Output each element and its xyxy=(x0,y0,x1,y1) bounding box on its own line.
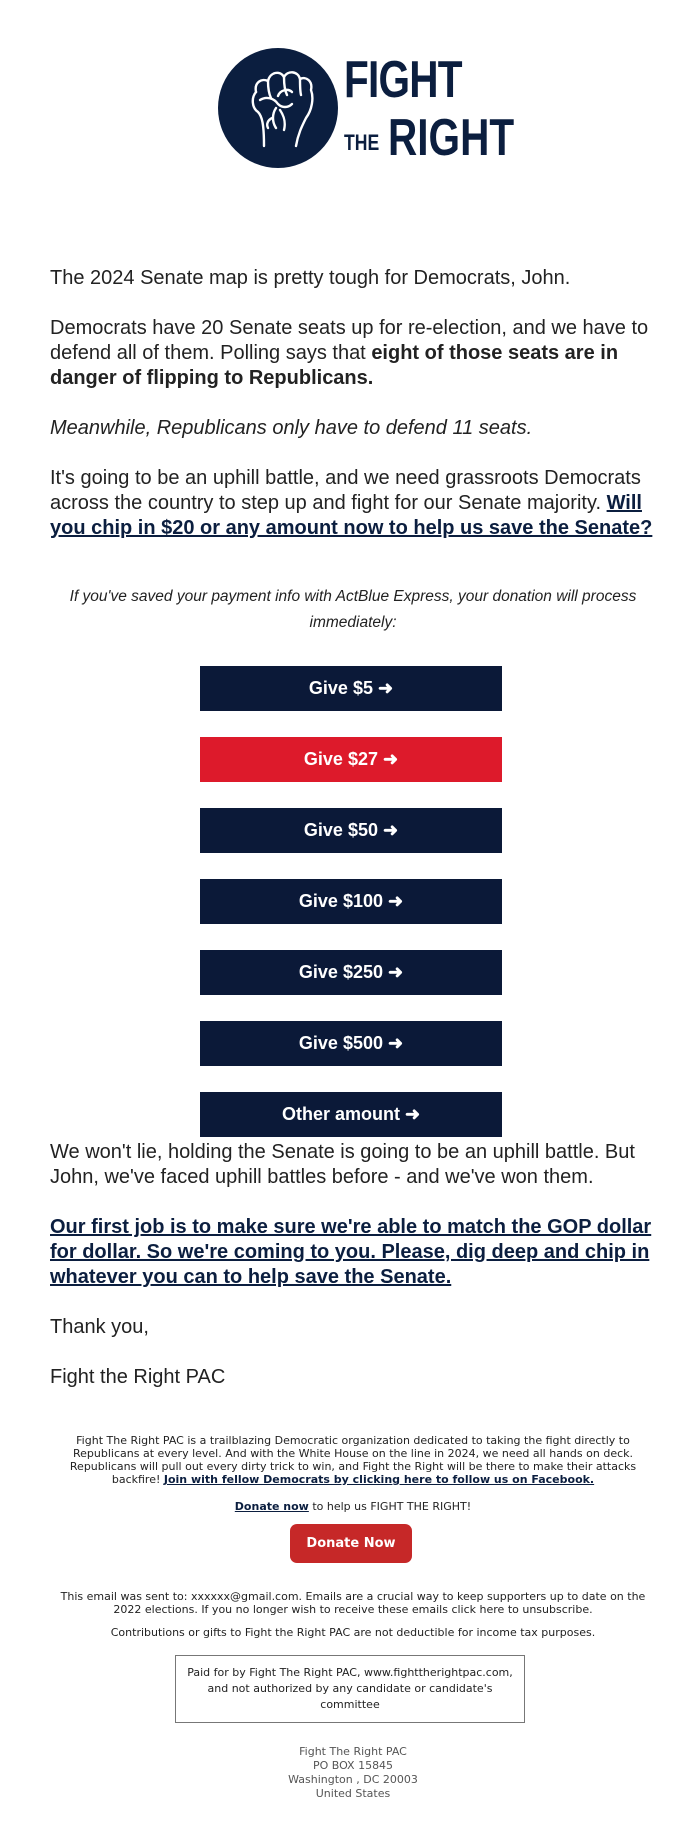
give-5-button[interactable]: Give $5 ➜ xyxy=(200,666,502,711)
email-body xyxy=(50,266,656,566)
fight-the-right-logo xyxy=(218,48,515,168)
signature: Fight the Right PAC xyxy=(50,1366,226,1388)
chip-in-link[interactable]: Will you chip in $20 or any amount now to help us save the Senate? xyxy=(50,492,653,539)
closing-paragraph: We won't lie, holding the Senate is going to be an uphill battle. But John, we've faced uphill battles before - and we've won them. xyxy=(50,1141,635,1188)
sent-to-notice: This email was sent to: xxxxxx@gmail.com. Emails are a crucial way to keep supporters up to date on the 2022 elections. If you no longer wish to receive these emails click here to unsubscribe. xyxy=(60,1590,646,1616)
logo-fight: FIGHT xyxy=(344,51,462,109)
actblue-express-note: If you've saved your payment info with ActBlue Express, your donation will process immediately: xyxy=(69,588,637,631)
logo-wordmark xyxy=(344,51,550,167)
footer-about: Fight The Right PAC is a trailblazing Democratic organization dedicated to taking the fight directly to Republicans at every level. And with the White House on the line in 2024, we need all hands on deck. Republicans will pull out every dirty trick to win, and Fight the Right will be there to make their attacks backfire! Join with fellow Democrats by clicking here to follow us on Facebook. xyxy=(69,1434,637,1486)
tax-note: Contributions or gifts to Fight the Right PAC are not deductible for income tax purposes. xyxy=(110,1626,596,1639)
address-po: PO BOX 15845 xyxy=(312,1759,394,1772)
facebook-link[interactable]: Join with fellow Democrats by clicking here to follow us on Facebook. xyxy=(163,1473,595,1486)
address-name: Fight The Right PAC xyxy=(299,1745,407,1758)
mailing-address xyxy=(50,1745,656,1801)
fist-icon xyxy=(218,48,338,168)
other-amount-button[interactable]: Other amount ➜ xyxy=(200,1092,502,1137)
address-city: Washington , DC 20003 xyxy=(288,1773,418,1786)
give-27-button[interactable]: Give $27 ➜ xyxy=(200,737,502,782)
donate-now-button[interactable]: Donate Now xyxy=(290,1524,412,1563)
donate-now-link[interactable]: Donate now xyxy=(234,1500,309,1513)
logo-the: THE xyxy=(344,130,380,155)
uphill-paragraph: It's going to be an uphill battle, and we need grassroots Democrats across the country to step up and fight for our Senate majority. Will you chip in $20 or any amount now to help us save the Senate? xyxy=(50,467,653,539)
logo-right: RIGHT xyxy=(388,109,515,167)
intro-paragraph: The 2024 Senate map is pretty tough for Democrats, John. xyxy=(50,267,571,289)
footer-legal xyxy=(50,1590,656,1639)
closing-section xyxy=(50,1140,656,1415)
paid-for-box: Paid for by Fight The Right PAC, www.fighttherightpac.com, and not authorized by any candidate or candidate's committee xyxy=(175,1655,525,1723)
give-100-button[interactable]: Give $100 ➜ xyxy=(200,879,502,924)
give-50-button[interactable]: Give $50 ➜ xyxy=(200,808,502,853)
republicans-paragraph: Meanwhile, Republicans only have to defend 11 seats. xyxy=(50,417,533,439)
give-250-button[interactable]: Give $250 ➜ xyxy=(200,950,502,995)
closing-link-paragraph xyxy=(50,1215,656,1290)
first-job-link[interactable]: Our first job is to make sure we're able to match the GOP dollar for dollar. So we're coming to you. Please, dig deep and chip in whatever you can to help save the Senate. xyxy=(50,1216,652,1288)
seats-paragraph: Democrats have 20 Senate seats up for re-election, and we have to defend all of them. Polling says that eight of those seats are in danger of flipping to Republicans. xyxy=(50,317,649,389)
address-country: United States xyxy=(315,1787,391,1800)
give-500-button[interactable]: Give $500 ➜ xyxy=(200,1021,502,1066)
thanks: Thank you, xyxy=(50,1316,149,1338)
seats-danger-bold: eight of those seats are in danger of flipping to Republicans. xyxy=(50,342,619,389)
footer xyxy=(50,1434,656,1513)
footer-donate-line: Donate now to help us FIGHT THE RIGHT! xyxy=(234,1500,472,1513)
